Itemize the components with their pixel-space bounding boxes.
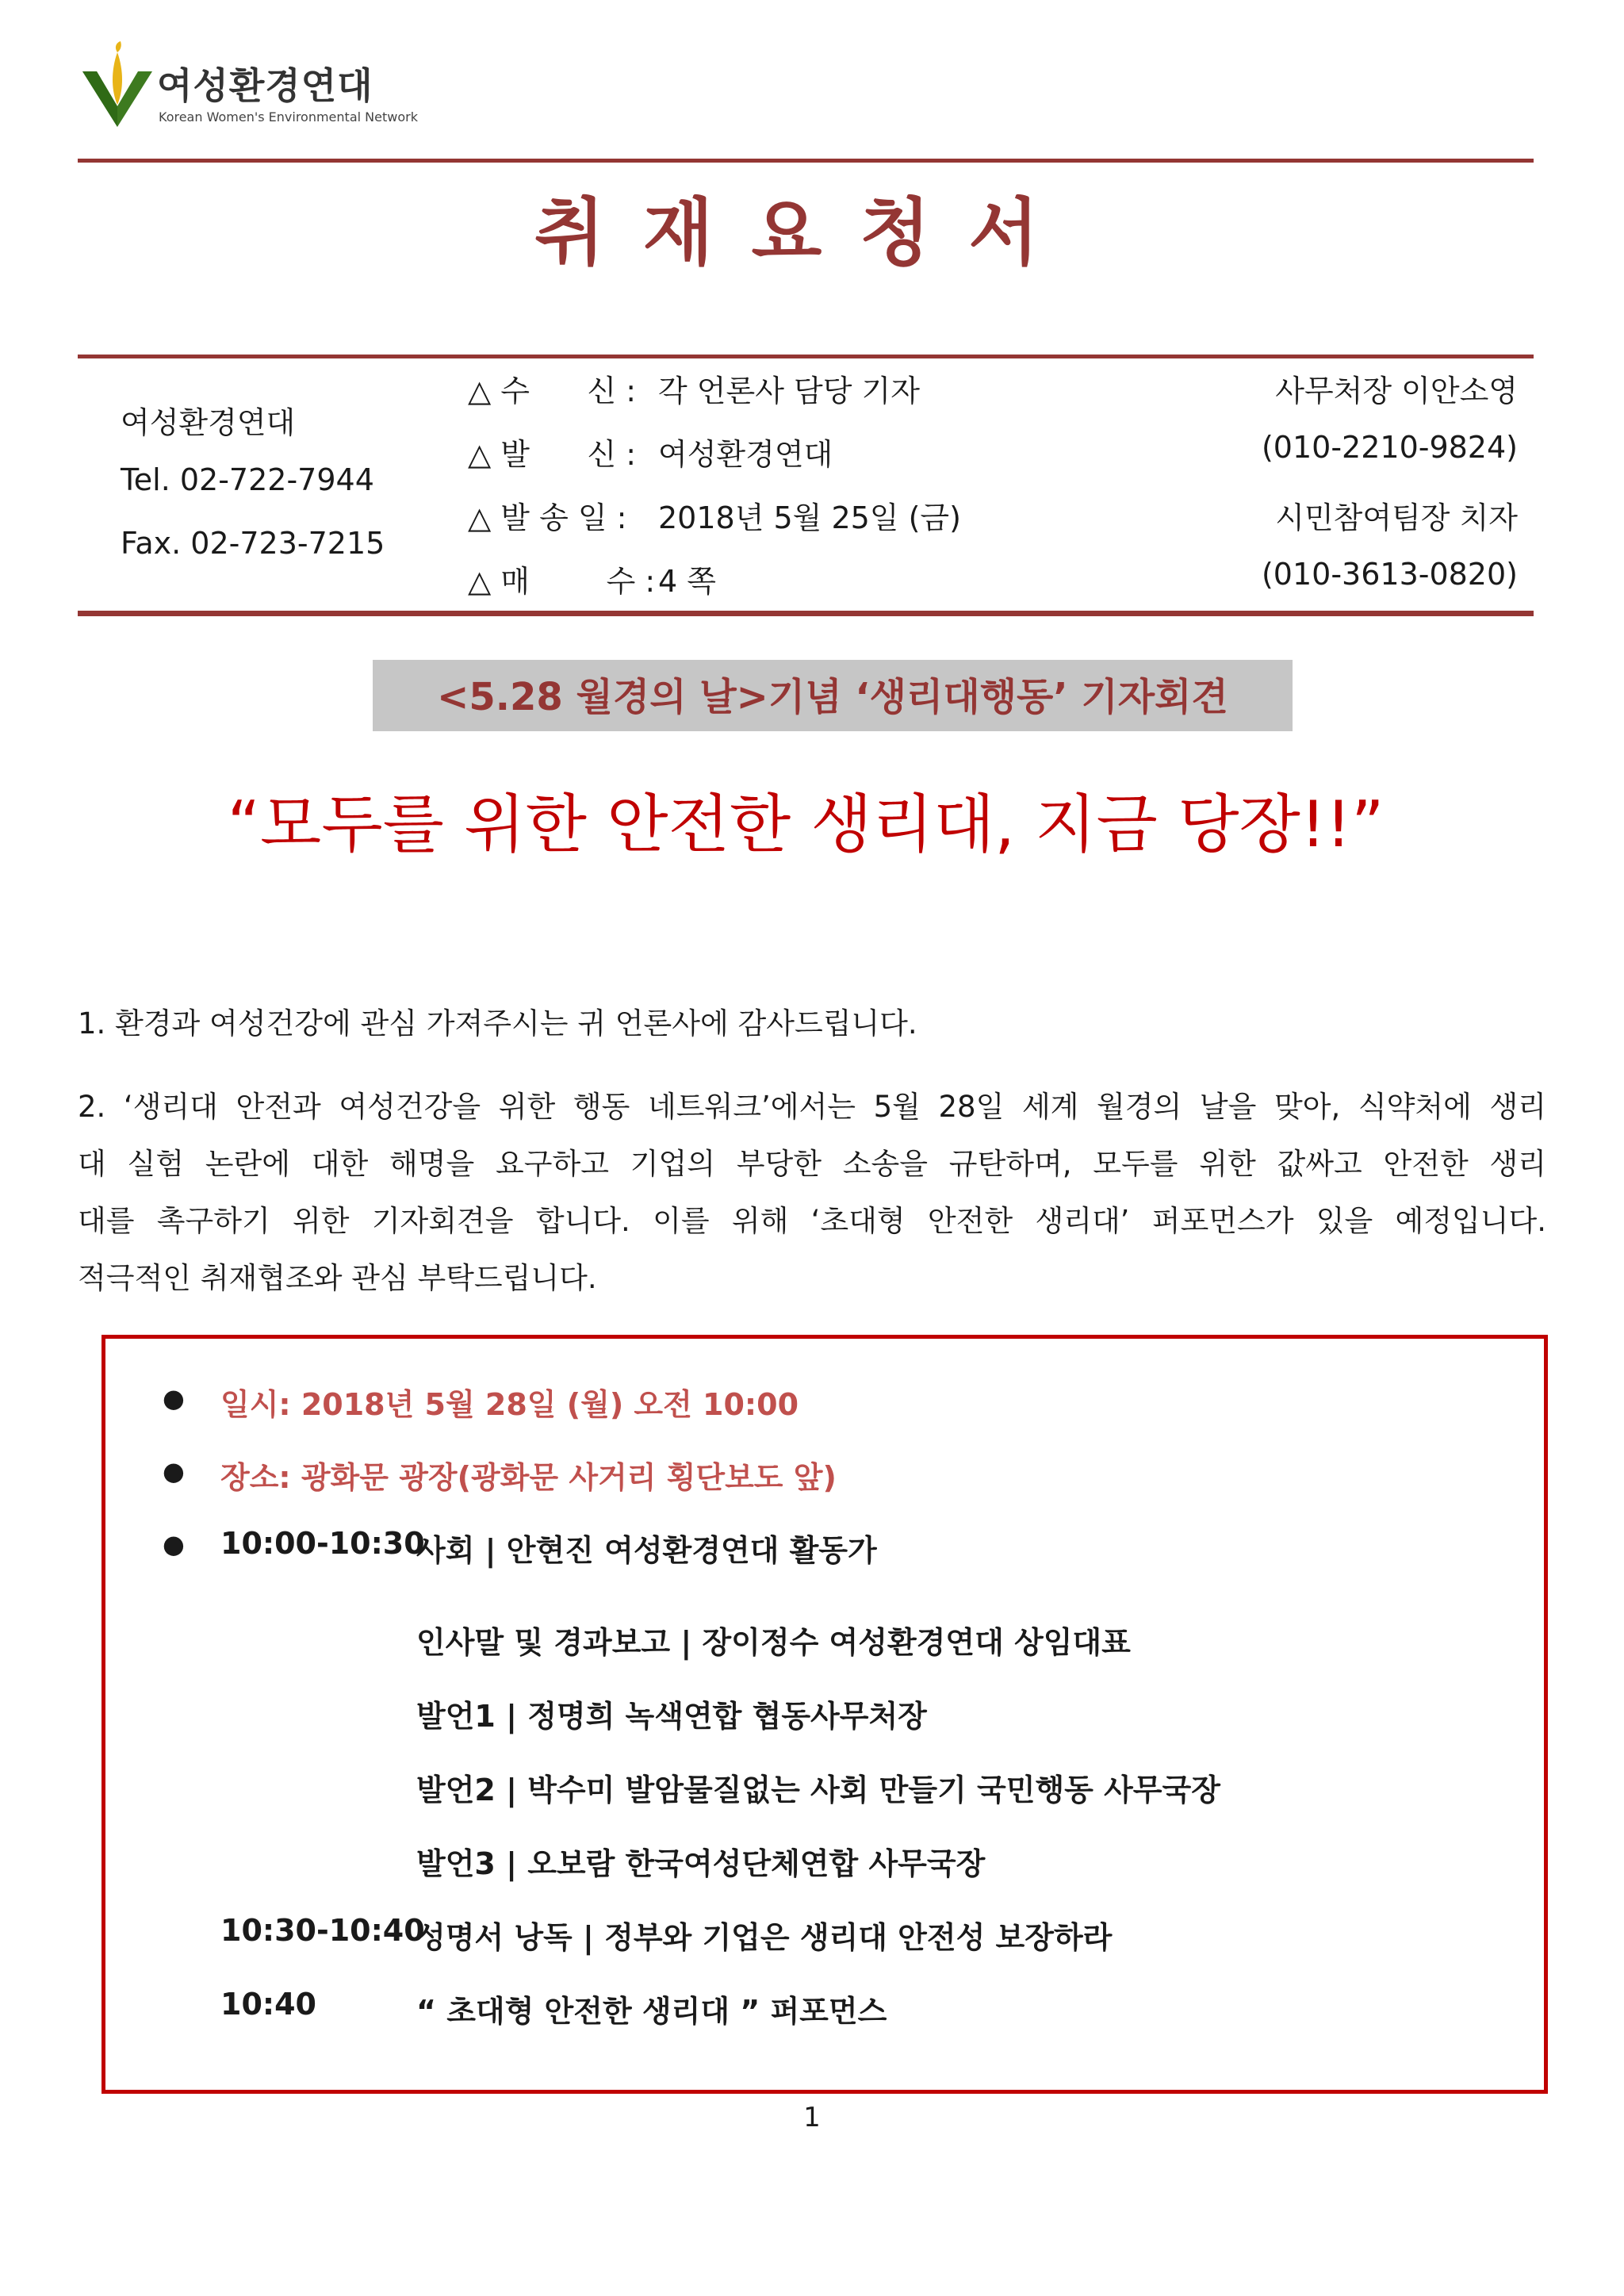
event-subtitle: <5.28 월경의 날>기념 ‘생리대행동’ 기자회견	[437, 675, 1228, 719]
page-number: 1	[803, 2102, 821, 2133]
org-fax: Fax. 02-723-7215	[121, 526, 385, 561]
contact2-phone: (010-3613-0820)	[1261, 557, 1518, 592]
pages-label: △ 매 수 :	[468, 564, 656, 599]
recipient-value: 각 언론사 담당 기자	[658, 374, 920, 408]
schedule-time: 10:00-10:30	[220, 1526, 425, 1561]
event-place: 장소: 광화문 광장(광화문 사거리 횡단보도 앞)	[220, 1460, 837, 1495]
logo-name: 여성환경연대	[157, 64, 373, 107]
schedule-item: 인사말 및 경과보고 | 장이정수 여성환경연대 상임대표	[416, 1625, 1131, 1660]
schedule-item: 발언1 | 정명희 녹색연합 협동사무처장	[416, 1699, 927, 1734]
sprout-logo-icon	[79, 41, 155, 128]
paragraph-2-line: 대를 촉구하기 위한 기자회견을 합니다. 이를 위해 ‘초대형 안전한 생리대’ 퍼포먼스가 있을 예정입니다.	[78, 1204, 1546, 1238]
paragraph-2	[78, 1079, 1546, 1307]
recipient-row	[468, 366, 920, 410]
title-top-rule	[78, 159, 1534, 163]
recipient-label: △ 수 신 :	[468, 374, 637, 408]
contact1-name: 사무처장 이안소영	[1275, 374, 1518, 408]
info-bottom-rule	[78, 611, 1534, 616]
pages-value: 4 쪽	[658, 564, 716, 599]
send-date-row	[468, 493, 961, 537]
paragraph-2-line: 2. ‘생리대 안전과 여성건강을 위한 행동 네트워크’에서는 5월 28일 세계 월경의 날을 맞아, 식약처에 생리	[78, 1090, 1546, 1124]
event-headline: “모두를 위한 안전한 생리대, 지금 당장!!”	[227, 788, 1385, 861]
schedule-item: 발언2 | 박수미 발암물질없는 사회 만들기 국민행동 사무국장	[416, 1773, 1220, 1807]
schedule-item: “ 초대형 안전한 생리대 ” 퍼포먼스	[416, 1994, 887, 2029]
send-date-value: 2018년 5월 25일 (금)	[658, 500, 961, 535]
org-name: 여성환경연대	[121, 405, 296, 440]
bullet-icon: ●	[163, 1529, 185, 1559]
organization-logo	[79, 41, 444, 128]
bullet-icon: ●	[163, 1456, 185, 1486]
paragraph-2-line: 대 실험 논란에 대한 해명을 요구하고 기업의 부당한 소송을 규탄하며, 모두를 위한 값싸고 안전한 생리	[78, 1147, 1546, 1181]
sender-row	[468, 430, 833, 473]
sender-label: △ 발 신 :	[468, 437, 637, 472]
schedule-time: 10:30-10:40	[220, 1913, 425, 1948]
bullet-icon: ●	[163, 1383, 185, 1413]
sender-value: 여성환경연대	[658, 437, 833, 472]
schedule-item: 발언3 | 오보람 한국여성단체연합 사무국장	[416, 1846, 986, 1881]
schedule-time: 10:40	[220, 1987, 316, 2022]
schedule-item: 성명서 낭독 | 정부와 기업은 생리대 안전성 보장하라	[416, 1920, 1113, 1955]
paragraph-1-text: 1. 환경과 여성건강에 관심 가져주시는 귀 언론사에 감사드립니다.	[78, 1006, 917, 1041]
org-tel: Tel. 02-722-7944	[121, 462, 374, 497]
info-top-rule	[78, 355, 1534, 358]
event-date: 일시: 2018년 5월 28일 (월) 오전 10:00	[220, 1387, 799, 1422]
contact1-phone: (010-2210-9824)	[1261, 430, 1518, 465]
pages-row	[468, 557, 716, 600]
paragraph-2-line: 적극적인 취재협조와 관심 부탁드립니다.	[78, 1261, 597, 1295]
paragraph-1	[78, 995, 1546, 1052]
logo-subtitle: Korean Women's Environmental Network	[159, 109, 418, 125]
send-date-label: △ 발 송 일 :	[468, 500, 627, 535]
contact2-name: 시민참여팀장 치자	[1275, 500, 1518, 535]
document-title: 취재요청서	[534, 190, 1078, 275]
schedule-item: 사회 | 안현진 여성환경연대 활동가	[416, 1533, 877, 1568]
